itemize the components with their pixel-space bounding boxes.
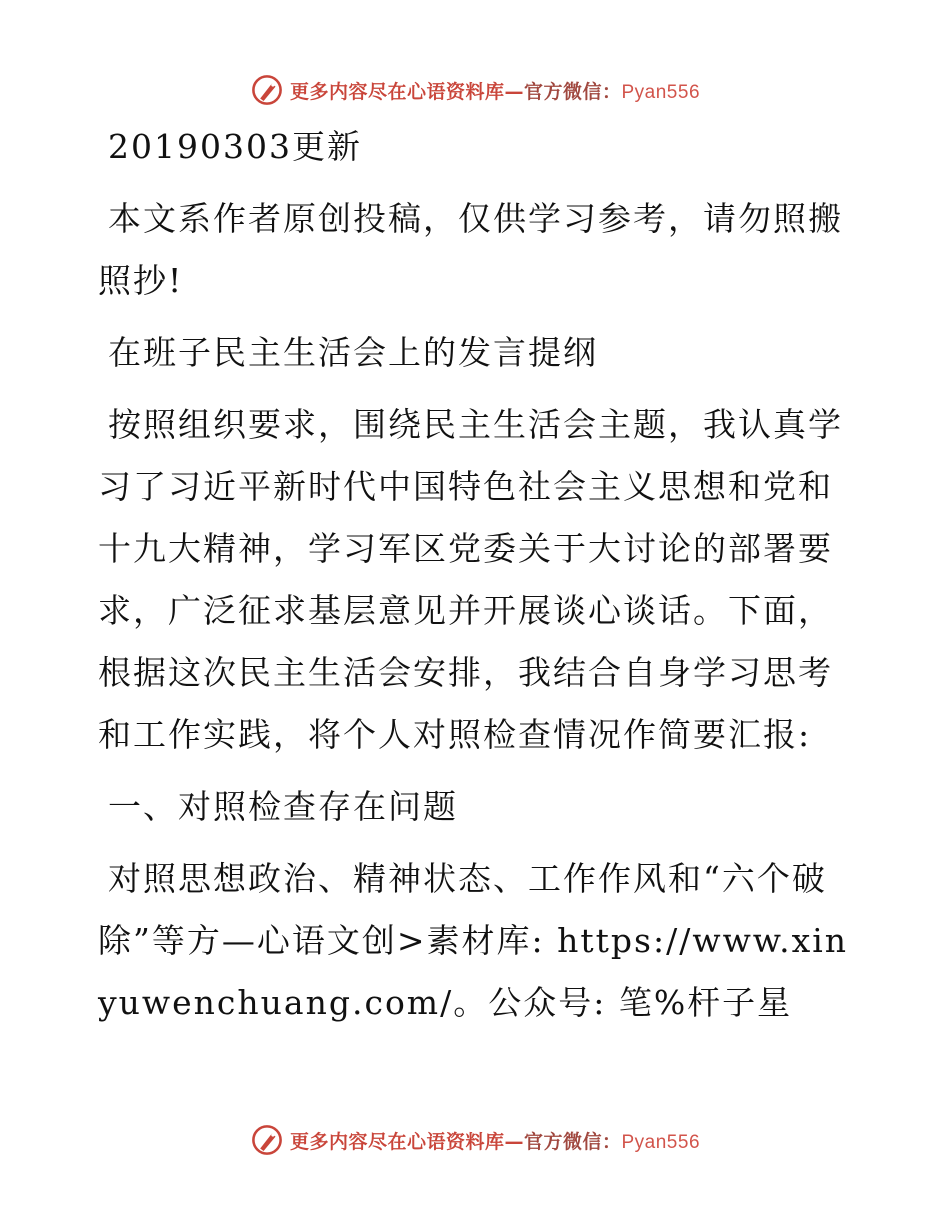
- watermark-text: [290, 1127, 700, 1154]
- pen-nib-circle-icon: [250, 73, 284, 107]
- update-line: 20190303更新: [108, 127, 362, 166]
- intro-paragraph: 按照组织要求，围绕民主生活会主题，我认真学习了习近平新时代中国特色社会主义思想和党和十九大精神，学习军区党委关于大讨论的部署要求，广泛征求基层意见并开展谈心谈话。下面，根据这次民主生活会安排，我结合自身学习思考和工作实践，将个人对照检查情况作简要汇报:: [98, 405, 843, 754]
- watermark-site-text: 更多内容尽在心语资料库: [289, 80, 505, 103]
- watermark-text: [290, 77, 700, 104]
- watermark-wechat-id: Pyan556: [621, 1131, 701, 1153]
- document-title: 在班子民主生活会上的发言提纲: [108, 333, 598, 372]
- watermark-dash: —: [504, 1130, 524, 1153]
- watermark-banner-bottom: [0, 1120, 950, 1160]
- watermark-dash: —: [504, 80, 524, 103]
- document-body: [98, 116, 858, 1044]
- watermark-site-text: 更多内容尽在心语资料库: [289, 1130, 505, 1153]
- section-heading: 一、对照检查存在问题: [108, 787, 458, 826]
- pen-nib-circle-icon: [250, 1123, 284, 1157]
- watermark-wechat-id: Pyan556: [621, 81, 701, 103]
- watermark-official-label: 官方微信：: [523, 80, 622, 103]
- section-paragraph: 对照思想政治、精神状态、工作作风和“六个破除”等方—心语文创>素材库: https://www.xinyuwenchuang.com/。公众号: 笔%杆子星: [98, 859, 849, 1022]
- watermark-banner-top: [0, 70, 950, 110]
- notice-line: 本文系作者原创投稿，仅供学习参考，请勿照搬照抄!: [98, 199, 843, 300]
- watermark-official-label: 官方微信：: [523, 1130, 622, 1153]
